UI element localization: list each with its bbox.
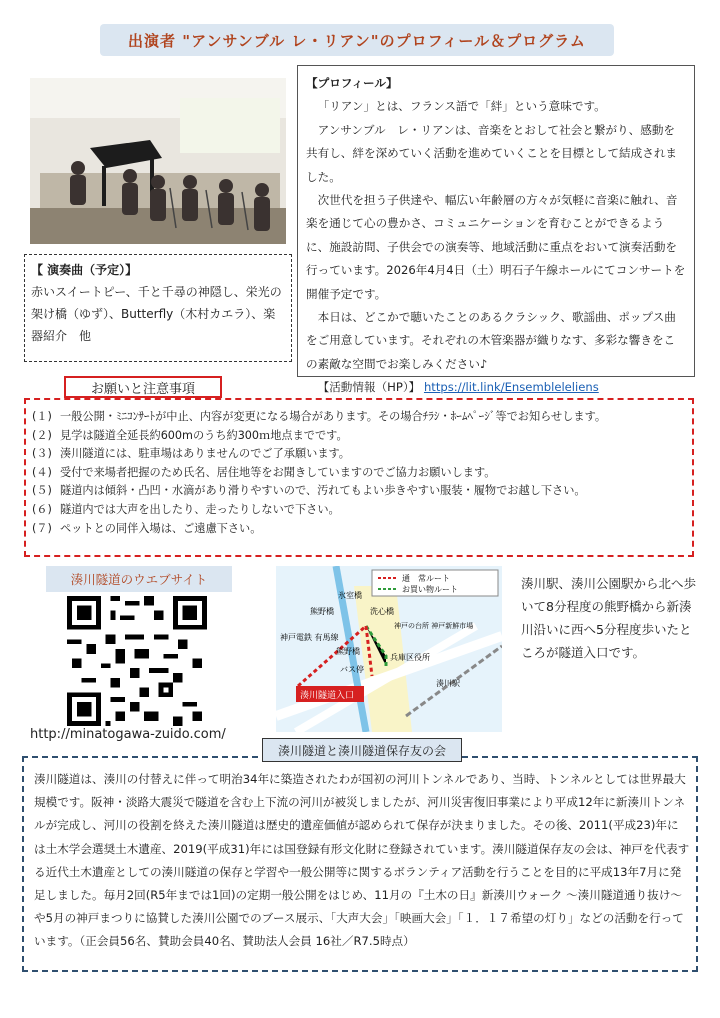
notice-item <box>32 408 682 427</box>
map-label-senshin: 洗心橋 <box>370 607 394 616</box>
notice-label: お願いと注意事項 <box>64 376 222 398</box>
program-heading: 【 演奏曲（予定）】 <box>31 263 138 277</box>
map-label-kumano: 熊野橋 <box>310 607 334 616</box>
ensemble-photo <box>30 78 286 244</box>
association-box <box>22 756 698 972</box>
notice-text: 湊川隧道には、駐車場はありませんのでご了承願います。 <box>60 447 350 461</box>
notice-text: 隧道内は傾斜・凸凹・水滴があり滑りやすいので、汚れてもよい歩きやすい服装・履物でお越し下さい。 <box>60 484 586 498</box>
notice-item <box>32 464 682 483</box>
notice-number: (４) <box>32 465 52 479</box>
hp-label: 【活動情報（HP）】 <box>317 380 421 395</box>
hp-link[interactable]: https://lit.link/Ensembleleliens <box>423 380 599 395</box>
map-label-market: 神戸の台所 神戸新鮮市場 <box>394 622 474 630</box>
notice-number: (７) <box>32 521 52 535</box>
notice-text: 見学は隧道全延長約600mのうち約300ｍ地点までです。 <box>60 428 348 442</box>
profile-paragraph: 次世代を担う子供達や、幅広い年齢層の方々が気軽に音楽に触れ、音楽を通じて心の豊かさ、コミュニケーションを育むことができるように、施設訪問、子供会での演奏等、地域活動に重点をおいて演奏活動を行っています。2026年4月4日（土）明石子午線ホールにてコンサートを開催予定です。 <box>306 193 686 301</box>
notice-item <box>32 427 682 446</box>
website-label: 湊川隧道のウエブサイト <box>46 566 232 592</box>
notice-text: 一般公開・ﾐﾆｺﾝｻｰﾄが中止、内容が変更になる場合があります。その場合ﾁﾗｼ・ﾎｰﾑﾍﾟｰｼﾞ等でお知らせします。 <box>60 410 607 423</box>
map-label-station: 湊川駅 <box>436 679 460 688</box>
profile-paragraph: アンサンブル レ・リアンは、音楽をとおして社会と繋がり、感動を共有し、絆を深めていく活動を進めていくことを目標として結成されました。 <box>306 122 678 184</box>
notice-item <box>32 501 682 520</box>
map-label-dentetsu: 神戸電鉄 有馬線 <box>280 633 339 642</box>
map-label-entrance: 湊川隧道入口 <box>300 691 355 701</box>
page-title: 出演者 "アンサンブル レ・リアン"のプロフィール＆プログラム <box>100 24 614 56</box>
website-url[interactable]: http://minatogawa-zuido.com/ <box>30 727 226 742</box>
notice-number: (３) <box>32 447 52 461</box>
profile-paragraph: 本日は、どこかで聴いたことのあるクラシック、歌謡曲、ポップス曲をご用意しています。それぞれの木管楽器が織りなす、多彩な響きをこの素敵な空間でお楽しみください♪ <box>306 310 676 371</box>
notice-number: (６) <box>32 502 52 516</box>
notice-number: (２) <box>32 428 52 442</box>
notice-item <box>32 445 682 464</box>
profile-hp-line <box>306 376 686 399</box>
notice-text: ペットとの同伴入場は、ご遠慮下さい。 <box>60 521 262 535</box>
notice-text: 受付で来場者把握のため氏名、居住地等をお聞きしていますのでご協力お願いします。 <box>60 465 496 479</box>
map-label-kumanobashi: 熊野橋 <box>336 647 360 656</box>
profile-heading: 【プロフィール】 <box>306 76 398 90</box>
profile-paragraph: 「リアン」とは、フランス語で「絆」という意味です。 <box>317 99 606 114</box>
map-legend-shopping: お買い物ルート <box>402 585 458 594</box>
qr-code[interactable] <box>66 596 208 726</box>
notice-item <box>32 482 682 501</box>
map-label-ward-office: 兵庫区役所 <box>390 653 430 662</box>
association-label: 湊川隧道と湊川隧道保存友の会 <box>262 738 462 762</box>
directions-text: 湊川駅、湊川公園駅から北へ歩いて8分程度の熊野橋から新湊川沿いに西へ5分程度歩いたところが隧道入口です。 <box>521 576 697 660</box>
map-label-bus-stop: バス停 <box>340 665 364 674</box>
notice-item <box>32 520 682 539</box>
notice-box <box>24 398 694 557</box>
notice-number: (５) <box>32 484 52 498</box>
map-label-hikawa: 氷室橋 <box>338 591 362 600</box>
profile-box <box>297 65 695 395</box>
map-legend-normal: 通 常ルート <box>402 574 450 583</box>
access-map <box>276 566 502 732</box>
association-text: 湊川隧道は、湊川の付替えに伴って明治34年に築造されたわが国初の河川トンネルであり、当時、トンネルとしては世界最大規模です。阪神・淡路大震災で隧道を含む上下流の河川が被災しましたが、河川災害復旧事業により平成12年に新湊川トンネルが完成し、河川の役割を終えた湊川隧道は歴史的遺産価値が認められて保存が決まりました。その後、2011(平成23)年には土木学会選奨土木遺産、2019(平成31)年には国登録有形文化財に登録されています。湊川隧道保存友の会は、神戸を代表する近代土木遺産としての湊川隧道の保存と学習や一般公開等に関するボランティア活動を行うことを目的に平成13年7月に発足しました。毎月2回(R5年までは1回)の定期一般公開をはじめ、11月の『土木の日』新湊川ウォーク 〜湊川隧道通り抜け〜 や5月の神戸まつりに協賛した湊川公園でのブース展示、「大声大会」「映画大会」「１．１７希望の灯り」などの活動を行っています。（正会員56名、賛助会員40名、賛助法人会員 16社／R7.5時点） <box>34 772 690 949</box>
notice-number: (１) <box>32 410 52 423</box>
notice-text: 隧道内では大声を出したり、走ったりしないで下さい。 <box>60 502 340 516</box>
program-box <box>24 254 292 362</box>
program-text: 赤いスイートピー、千と千尋の神隠し、栄光の架け橋（ゆず）、Butterfly（木村カエラ）、楽器紹介 他 <box>31 285 282 343</box>
